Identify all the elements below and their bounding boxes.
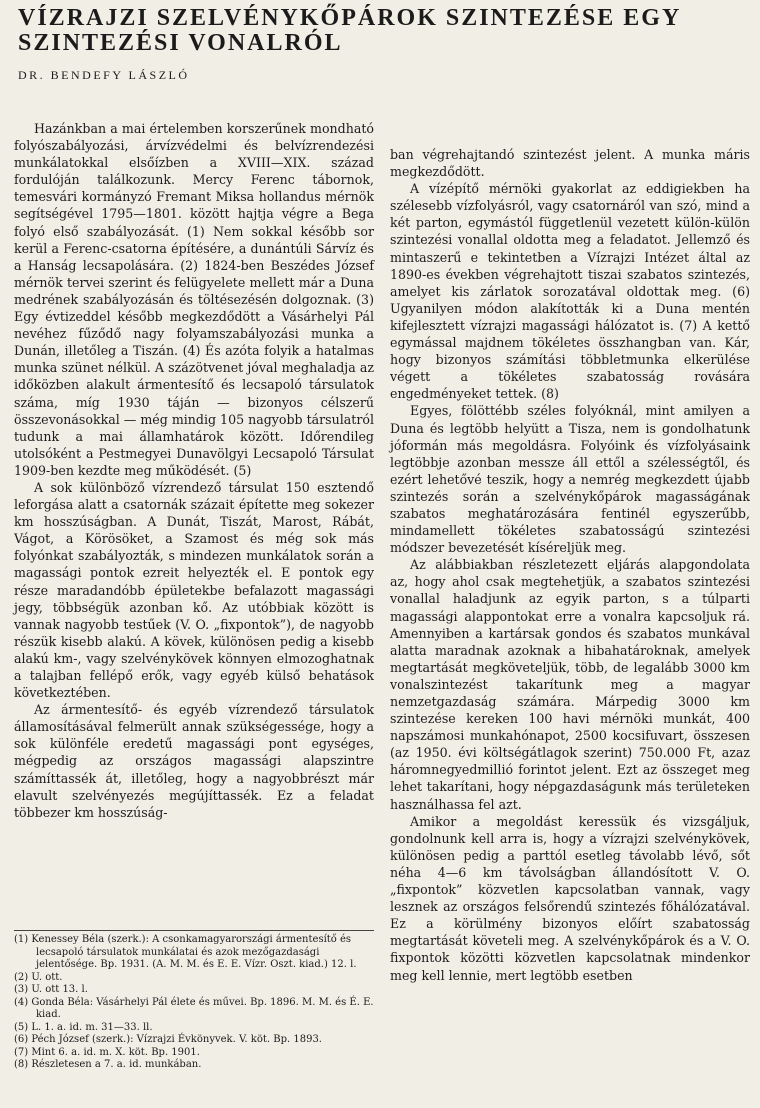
- footnote: (1) Kenessey Béla (szerk.): A csonkamagyarországi ármentesítő és lecsapoló társulatok munkálatai és azok mezőgazdasági jelentősége. Bp. 1931. (A. M. M. és E. E. Vízr. Oszt. kiad.) 12. l.: [14, 934, 357, 970]
- right-column: [390, 146, 750, 984]
- footnote: (6) Péch József (szerk.): Vízrajzi Évkönyvek. V. köt. Bp. 1893.: [14, 1034, 322, 1045]
- paragraph: Az ármentesítő- és egyéb vízrendező társulatok államosításával felmerült annak szükségessége, hogy a sok különféle eredetű magassági pont egységes, mégpedig az országos magassági alapszintre számíttassék át, illetőleg, hogy a nagyobbrészt már elavult szelvényezés megújíttassék. Ez a feladat többezer km hosszúság-: [14, 702, 374, 820]
- paragraph: Az alábbiakban részletezett eljárás alapgondolata az, hogy ahol csak megtehetjük, a szabatos szintezési vonallal haladjunk az egyik parton, s a túlparti magassági alappontokat erre a vonalra kapcsoljuk rá. Amennyiben a kartársak gondos és szabatos munkával alatta maradnak azoknak a hibahatároknak, amelyek megtartását megköveteljük, több, de legalább 3000 km vonalszintezést takarítunk meg a magyar nemzetgazdaság számára. Márpedig 3000 km szintezése kereken 100 havi mérnöki munkát, 400 napszámosi munkahónapot, 2500 kocsifuvart, összesen (az 1950. évi költségátlagok szerint) 750.000 Ft, azaz háromnegyedmillió forintot jelent. Ezt az összeget meg lehet takarítani, hogy népgazdaságunk más területeken használhassa fel azt.: [390, 557, 750, 812]
- paragraph: Hazánkban a mai értelemben korszerűnek mondható folyószabályozási, árvízvédelmi és belvízrendezési munkálatokkal elsőízben a XVIII—XIX. század fordulóján találkozunk. Mercy Ferenc tábornok, temesvári kormányzó Fremant Miksa hollandus mérnök segítségével 1795—1801. között hajtja végre a Bega folyó első szabályozását. (1) Nem sokkal később sor kerül a Ferenc-csatorna építésére, a dunántúli Sárvíz és a Hanság lecsapolására. (2) 1824-ben Beszédes József mérnök tervei szerint és felügyelete mellett már a Duna medrének szabályozásán és töltésezésén dolgoznak. (3) Egy évtizeddel később megkezdődött a Vásárhelyi Pál nevéhez fűződő nagy folyamszabályozási munka a Dunán, illetőleg a Tiszán. (4) És azóta folyik a hatalmas munka szünet nélkül. A százötvenet jóval meghaladja az időközben alakult ármentesítő és lecsapoló társulatok száma, míg 1930 táján — bizonyos célszerű összevonásokkal — még mindig 105 nagyobb társulatról tudunk a mai államhatárok között. Időrendileg utolsóként a Pestmegyei Dunavölgyi Lecsapoló Társulat 1909-ben kezdte meg működését. (5): [14, 121, 374, 478]
- footnote: (4) Gonda Béla: Vásárhelyi Pál élete és művei. Bp. 1896. M. M. és É. E. kiad.: [14, 996, 374, 1020]
- footnote: (5) L. 1. a. id. m. 31—33. ll.: [14, 1021, 153, 1033]
- paragraph-continuation: ban végrehajtandó szintezést jelent. A munka máris megkezdődött.: [390, 147, 750, 180]
- paragraph: Amikor a megoldást keressük és vizsgáljuk, gondolnunk kell arra is, hogy a vízrajzi szelvénykövek, különösen pedig a parttól esetleg távolabb lévő, sőt néha 4—6 km távolságban állandósított V. O. „fixpontok” közvetlen kapcsolatban vannak, vagy lesznek az országos felsőrendű szintezés főhálózatával. Ez a körülmény bizonyos előírt szabatosság megtartását követeli meg. A szelvénykőpárok és a V. O. fixpontok közötti közvetlen kapcsolatnak mindenkor meg kell lennie, mert legtöbb esetben: [390, 813, 750, 983]
- footnote: (3) U. ott 13. l.: [14, 984, 88, 995]
- paragraph: A sok különböző vízrendező társulat 150 esztendő leforgása alatt a csatornák százait építette meg sokezer km hosszúságban. A Dunát, Tiszát, Marost, Rábát, Vágot, a Körösöket, a Szamost és még sok más folyónkat szabályozták, s mindezen munkálatok során a magassági pontok ezreit helyezték el. E pontok egy része maradandóbb épületekbe befalazott magassági jegy, többségük azonban kő. Az utóbbiak között is vannak nagyobb testűek (V. O. „fixpontok”), de nagyobb részük kisebb alakú. A kövek, különösen pedig a kisebb alakú km-, vagy szelvénykövek könnyen elmozoghatnak a talajban fellépő erők, vagy egyéb külső behatások következtében.: [14, 479, 374, 701]
- footnotes: [14, 930, 374, 1072]
- paragraph: A vízépítő mérnöki gyakorlat az eddigiekben ha szélesebb vízfolyásról, vagy csatornáról van szó, mind a két parton, egymástól függetlenül vezetett külön-külön szintezési vonallal oldotta meg a feladatot. Jellemző és mintaszerű e tekintetben a Vízrajzi Intézet által az 1890-es években végrehajtott tiszai szabatos szintezés, amelyet kis zárlatok sorozatával oldottak meg. (6) Ugyanilyen módon alakították ki a Duna mentén kifejlesztett vízrajzi magassági hálózatot is. (7) A kettő egymással majdnem tökéletes összhangban van. Kár, hogy bizonyos számítási többletmunka elkerülése végett a tökéletes szabatosság rovására engedményeket tettek. (8): [390, 181, 750, 402]
- footnote: (2) U. ott.: [14, 971, 63, 983]
- footnote: (7) Mint 6. a. id. m. X. köt. Bp. 1901.: [14, 1046, 200, 1058]
- footnote: (8) Részletesen a 7. a. id. munkában.: [14, 1059, 202, 1070]
- article-title: VÍZRAJZI SZELVÉNYKŐPÁROK SZINTEZÉSE EGY SZINTEZÉSI VONALRÓL: [18, 5, 681, 56]
- left-column: [14, 114, 374, 821]
- paragraph: Egyes, fölöttébb széles folyóknál, mint amilyen a Duna és legtöbb helyütt a Tisza, nem is gondolhatunk jóformán más megoldásra. Folyóink és vízfolyásaink legtöbbje azonban messze áll ettől a szélességtől, és ezért lehetővé teszik, hogy a nemrég megkezdett újabb szintezés során a szelvénykőpárok magasságának szabatos meghatározására fentinél egyszerűbb, mindamellett tökéletes szabatosságú szintezési módszer bevezetését kíséreljük meg.: [390, 403, 750, 556]
- article-author: DR. BENDEFY LÁSZLÓ: [18, 68, 190, 82]
